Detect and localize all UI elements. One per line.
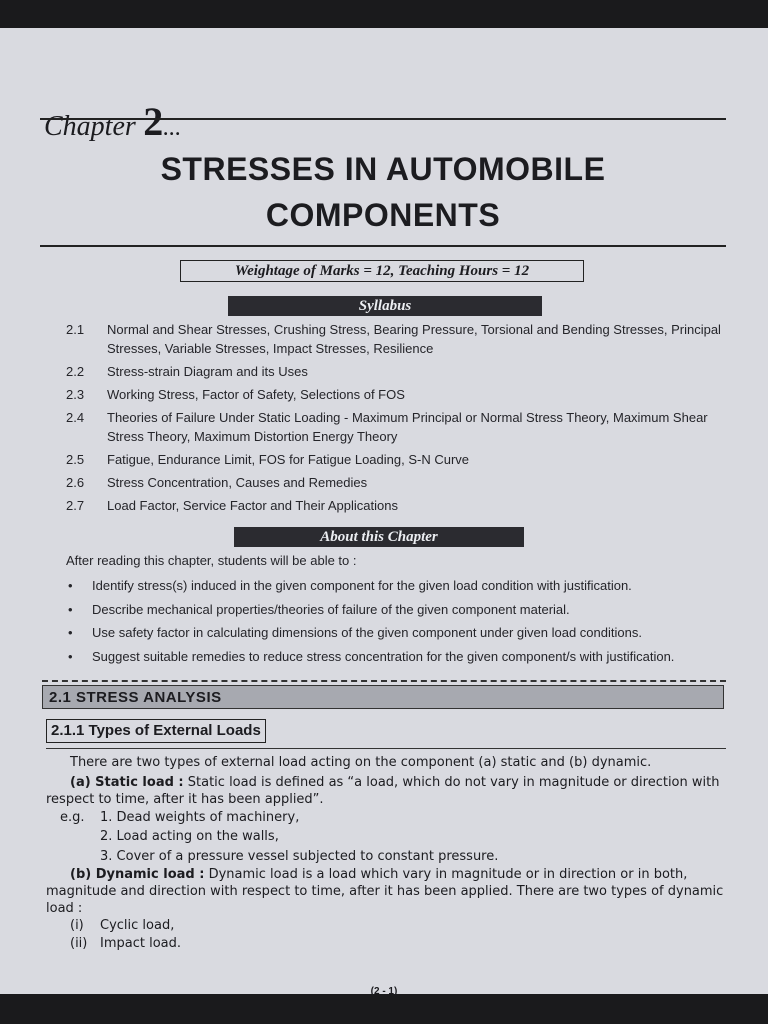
dynamic-load-paragraph bbox=[46, 866, 724, 917]
syllabus-item bbox=[66, 320, 730, 358]
subsection-divider bbox=[46, 748, 726, 749]
dynamic-load-text: Dynamic load is a load which vary in magnitude or in direction or in both, magnitude and direction with respect to time, after it has been applied. There are two types of dynamic load : bbox=[46, 867, 724, 916]
example-item: 1. Dead weights of machinery, bbox=[100, 810, 300, 825]
outcome-text: Use safety factor in calculating dimensions of the given component under given load conditions. bbox=[92, 625, 642, 640]
static-load-paragraph bbox=[46, 774, 724, 808]
chapter-number: 2 bbox=[143, 99, 164, 144]
dynamic-type-text: Cyclic load, bbox=[100, 918, 175, 933]
bullet-icon: • bbox=[68, 625, 73, 640]
dynamic-load-label: (b) Dynamic load : bbox=[70, 867, 205, 882]
chapter-title-line1: STRESSES IN AUTOMOBILE bbox=[160, 151, 606, 187]
syllabus-item-number: 2.1 bbox=[66, 322, 85, 337]
syllabus-item-text: Theories of Failure Under Static Loading - Maximum Principal or Normal Stress Theory, Maximum Shear Stress Theory, Maximum Distortion Energy Theory bbox=[107, 410, 708, 444]
syllabus-item-number: 2.5 bbox=[66, 452, 85, 467]
syllabus-item-text: Stress-strain Diagram and its Uses bbox=[107, 364, 308, 379]
bullet-icon: • bbox=[68, 578, 73, 593]
syllabus-item-number: 2.7 bbox=[66, 498, 85, 513]
syllabus-item bbox=[66, 473, 730, 492]
outcomes-list bbox=[66, 574, 726, 668]
dynamic-type-text: Impact load. bbox=[100, 936, 182, 951]
syllabus-heading: Syllabus bbox=[228, 296, 542, 316]
header-divider bbox=[40, 118, 726, 120]
title-divider bbox=[40, 245, 726, 247]
syllabus-item bbox=[66, 385, 730, 404]
syllabus-item-number: 2.3 bbox=[66, 387, 85, 402]
marks-box: Weightage of Marks = 12, Teaching Hours = 12 bbox=[180, 260, 584, 282]
syllabus-item-number: 2.4 bbox=[66, 410, 85, 425]
about-heading: About this Chapter bbox=[234, 527, 524, 547]
syllabus-item-text: Stress Concentration, Causes and Remedies bbox=[107, 475, 368, 490]
syllabus-item bbox=[66, 450, 730, 469]
section-heading: 2.1 STRESS ANALYSIS bbox=[42, 685, 724, 709]
syllabus-item-text: Load Factor, Service Factor and Their Applications bbox=[107, 498, 398, 513]
example-label: e.g. bbox=[60, 810, 85, 825]
example-item: 2. Load acting on the walls, bbox=[100, 829, 279, 844]
dynamic-type-number: (ii) bbox=[70, 936, 88, 951]
section-divider bbox=[42, 680, 726, 682]
chapter-word: Chapter bbox=[44, 111, 136, 142]
chapter-dots: ... bbox=[163, 115, 182, 141]
bullet-icon: • bbox=[68, 648, 73, 664]
dynamic-type-number: (i) bbox=[70, 918, 84, 933]
outcome-item bbox=[66, 574, 726, 598]
example-item: 3. Cover of a pressure vessel subjected to constant pressure. bbox=[100, 849, 499, 864]
syllabus-item-number: 2.2 bbox=[66, 364, 85, 379]
bullet-icon: • bbox=[68, 601, 73, 617]
section-intro: There are two types of external load acting on the component (a) static and (b) dynamic. bbox=[70, 755, 652, 770]
chapter-title-line2: COMPONENTS bbox=[265, 197, 501, 233]
outcome-text: Suggest suitable remedies to reduce stress concentration for the given component/s with justification. bbox=[92, 648, 675, 664]
syllabus-item-text: Working Stress, Factor of Safety, Selections of FOS bbox=[107, 387, 405, 402]
chapter-label bbox=[44, 98, 181, 145]
syllabus-item bbox=[66, 362, 730, 381]
outcome-item bbox=[66, 621, 726, 645]
syllabus-item-text: Fatigue, Endurance Limit, FOS for Fatigue Loading, S-N Curve bbox=[107, 452, 470, 467]
document-page bbox=[0, 28, 768, 997]
static-load-label: (a) Static load : bbox=[70, 775, 184, 790]
syllabus-item-number: 2.6 bbox=[66, 475, 85, 490]
subsection-heading: 2.1.1 Types of External Loads bbox=[46, 719, 266, 743]
syllabus-item bbox=[66, 408, 730, 446]
chapter-title bbox=[40, 146, 726, 238]
outcome-text: Identify stress(s) induced in the given component for the given load condition with justification. bbox=[92, 578, 632, 593]
outcome-item bbox=[66, 598, 726, 622]
static-load-text: Static load is defined as “a load, which do not vary in magnitude or direction with respect to time, after it has been applied”. bbox=[46, 775, 720, 807]
syllabus-item bbox=[66, 496, 730, 515]
page-number: (2 - 1) bbox=[370, 986, 398, 997]
outcome-text: Describe mechanical properties/theories of failure of the given component material. bbox=[92, 601, 570, 617]
syllabus-list bbox=[66, 320, 730, 519]
about-intro: After reading this chapter, students will be able to : bbox=[66, 553, 357, 568]
syllabus-item-text: Normal and Shear Stresses, Crushing Stress, Bearing Pressure, Torsional and Bending Stresses, Principal Stresses, Variable Stresses, Impact Stresses, Resilience bbox=[107, 322, 721, 356]
outcome-item bbox=[66, 645, 726, 669]
